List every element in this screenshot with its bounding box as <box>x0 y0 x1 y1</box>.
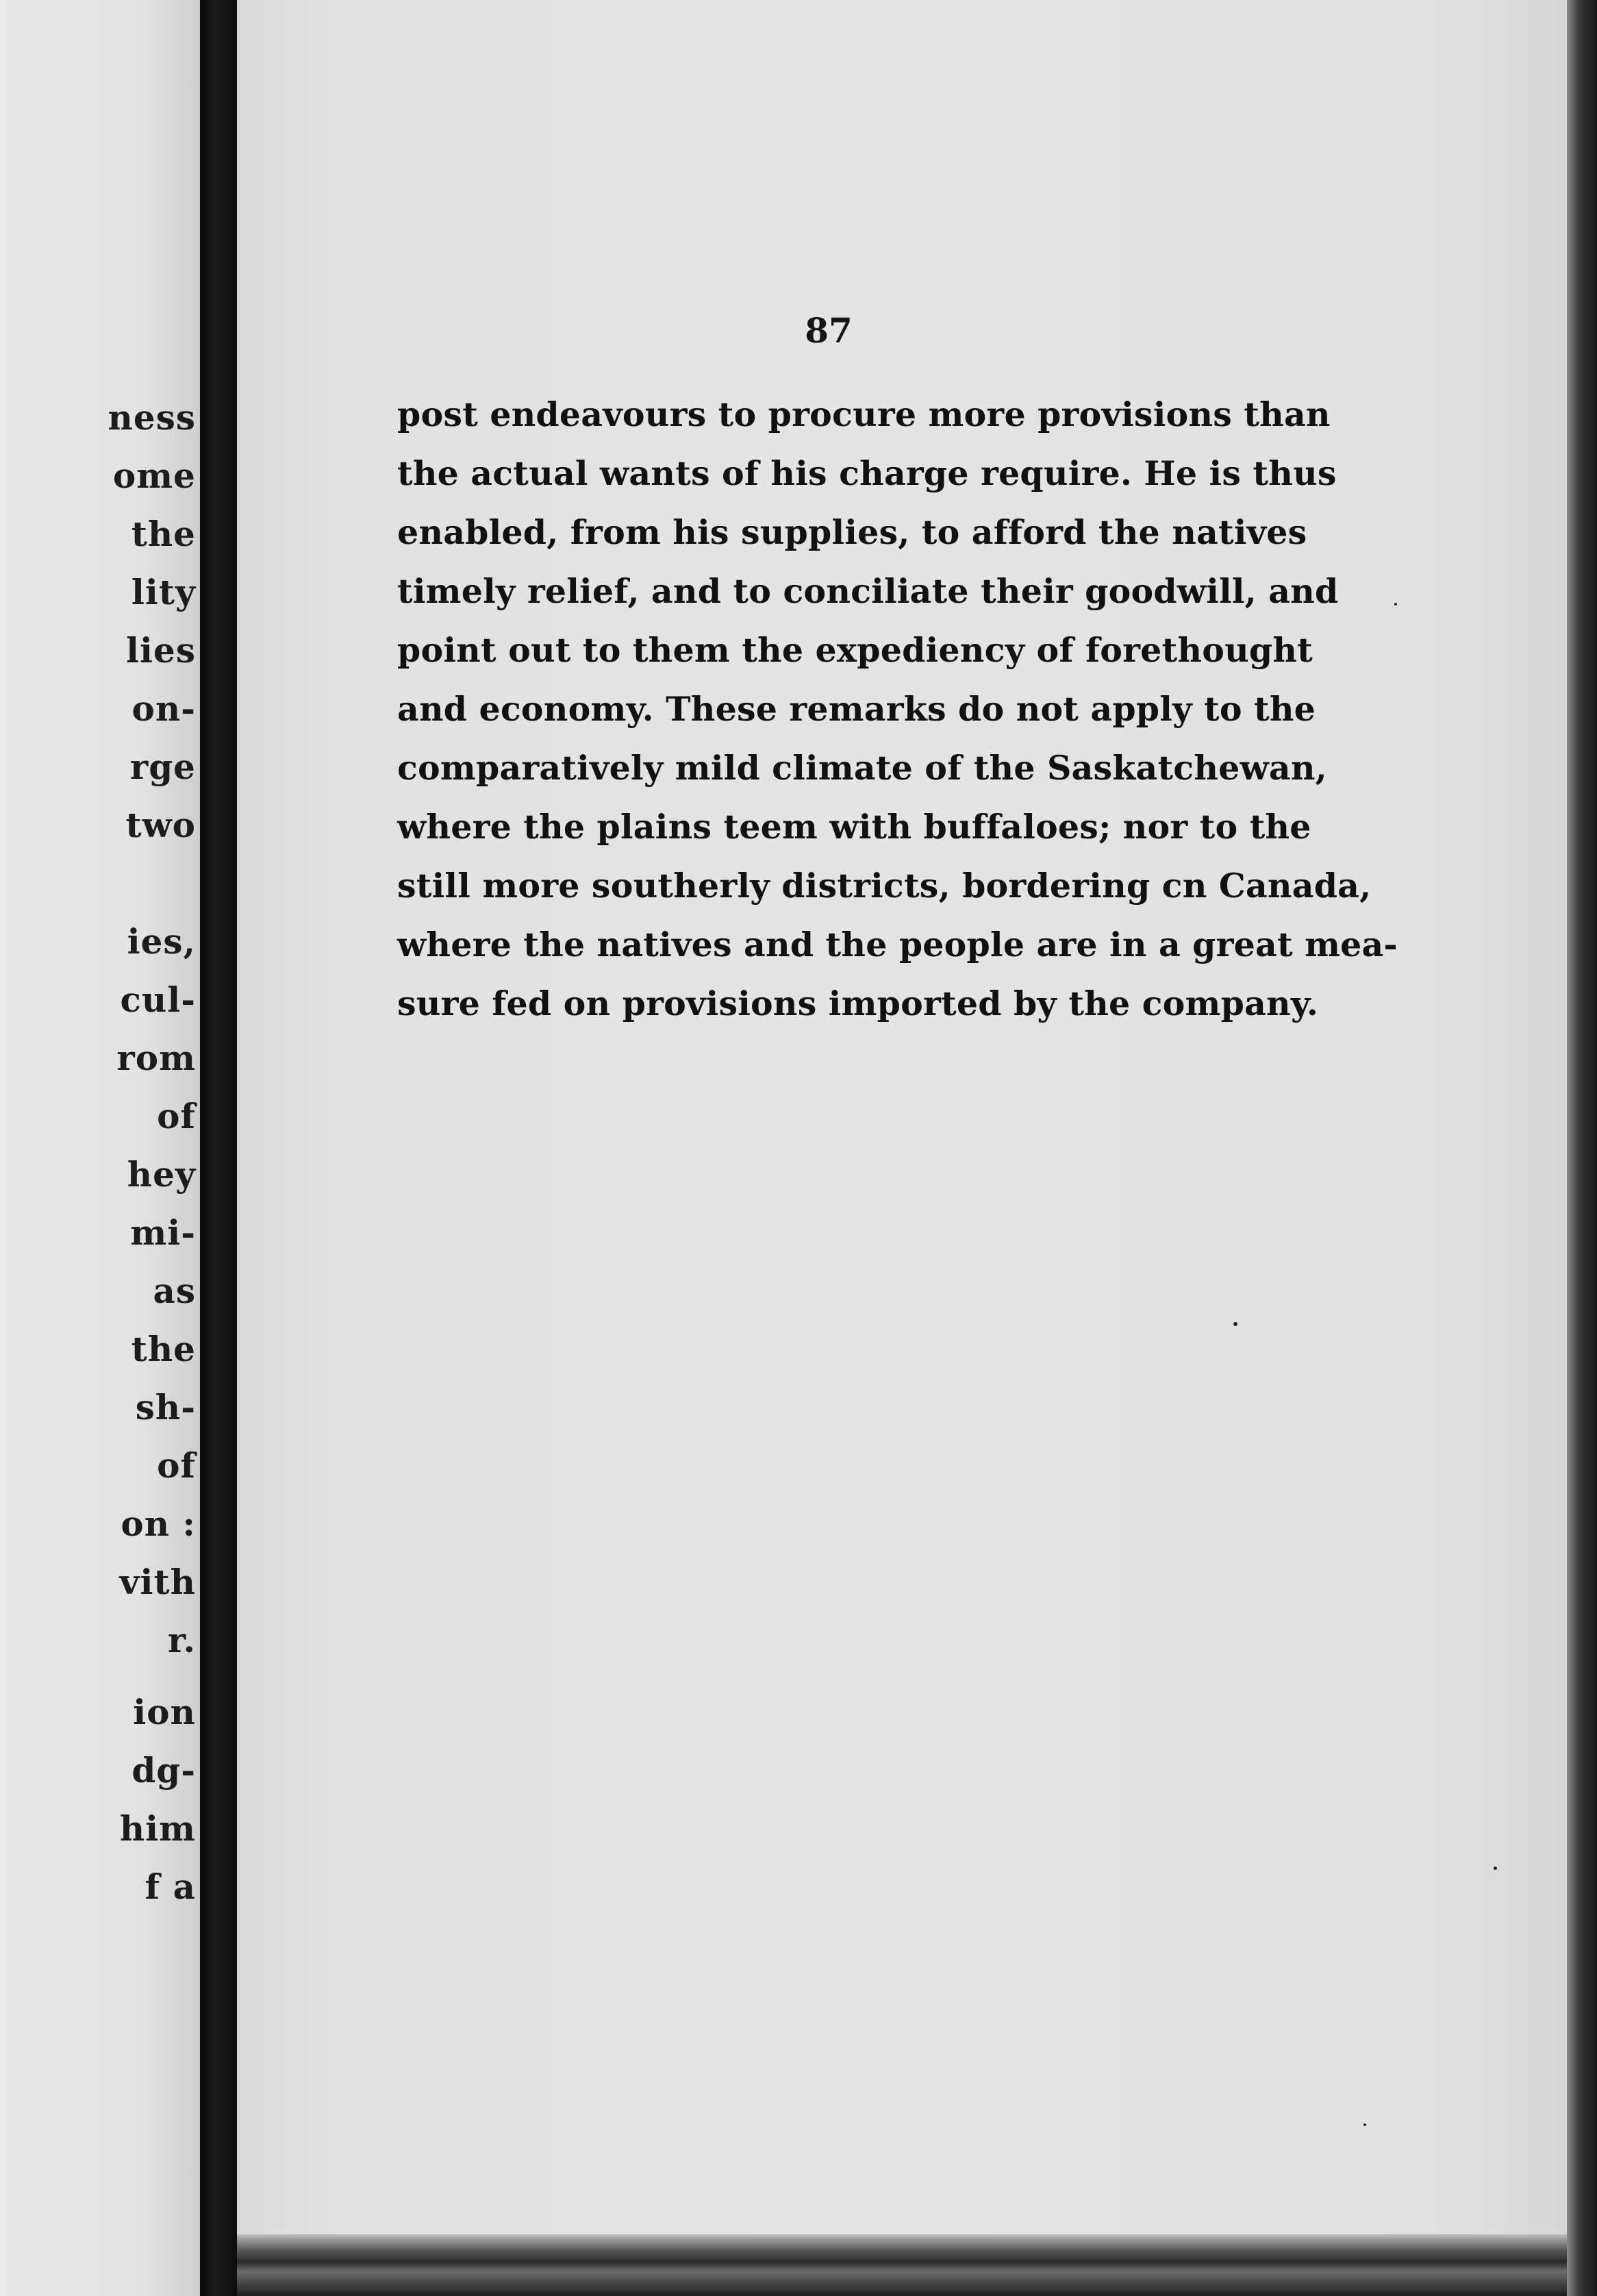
page-edge <box>1567 0 1597 2296</box>
left-line: of <box>157 1445 196 1486</box>
left-line: ies, <box>127 921 196 962</box>
left-line: rge <box>129 747 196 787</box>
text-line: still more southerly districts, bordering cn Canada, <box>397 866 1372 906</box>
left-line: mi- <box>130 1212 196 1253</box>
paper-speck <box>1233 1322 1237 1326</box>
left-line: f a <box>144 1867 196 1907</box>
left-line: ome <box>112 456 196 496</box>
left-line: lity <box>131 572 196 612</box>
text-line: enabled, from his supplies, to afford the natives <box>397 512 1307 552</box>
left-line: r. <box>167 1620 196 1660</box>
left-line: rom <box>116 1038 196 1078</box>
left-line: cul- <box>120 979 196 1020</box>
left-line: as <box>153 1271 196 1311</box>
text-line: the actual wants of his charge require. He is thus <box>397 453 1337 493</box>
left-line: the <box>131 514 196 554</box>
paper-speck <box>1394 603 1397 606</box>
text-line: post endeavours to procure more provisions than <box>397 395 1331 434</box>
left-line: of <box>157 1096 196 1136</box>
left-line: on : <box>121 1503 196 1544</box>
left-line: ness <box>108 397 196 438</box>
page-number: 87 <box>805 310 853 351</box>
book-spine <box>200 0 237 2296</box>
text-line: where the natives and the people are in a great mea- <box>397 925 1398 964</box>
left-line: dg- <box>131 1750 196 1790</box>
left-line: the <box>131 1329 196 1369</box>
text-line: comparatively mild climate of the Saskatchewan, <box>397 748 1327 788</box>
left-line: vith <box>119 1562 196 1602</box>
left-page <box>0 0 200 2296</box>
text-line: and economy. These remarks do not apply to the <box>397 689 1316 729</box>
left-line: two <box>125 805 196 845</box>
body-text <box>397 385 1398 1033</box>
left-line: sh- <box>135 1387 196 1427</box>
text-line: sure fed on provisions imported by the company. <box>397 984 1319 1023</box>
paper-speck <box>1494 1867 1497 1870</box>
left-line: hey <box>127 1154 196 1195</box>
left-line: ion <box>133 1692 196 1732</box>
left-line: lies <box>126 630 196 671</box>
page-bottom-edge <box>237 2234 1567 2296</box>
text-line: point out to them the expediency of forethought <box>397 630 1313 670</box>
paper-speck <box>1363 2123 1366 2126</box>
text-line: where the plains teem with buffaloes; nor to the <box>397 807 1311 847</box>
left-line: on- <box>131 688 196 729</box>
left-line: him <box>119 1808 196 1849</box>
text-line: timely relief, and to conciliate their goodwill, and <box>397 571 1339 611</box>
